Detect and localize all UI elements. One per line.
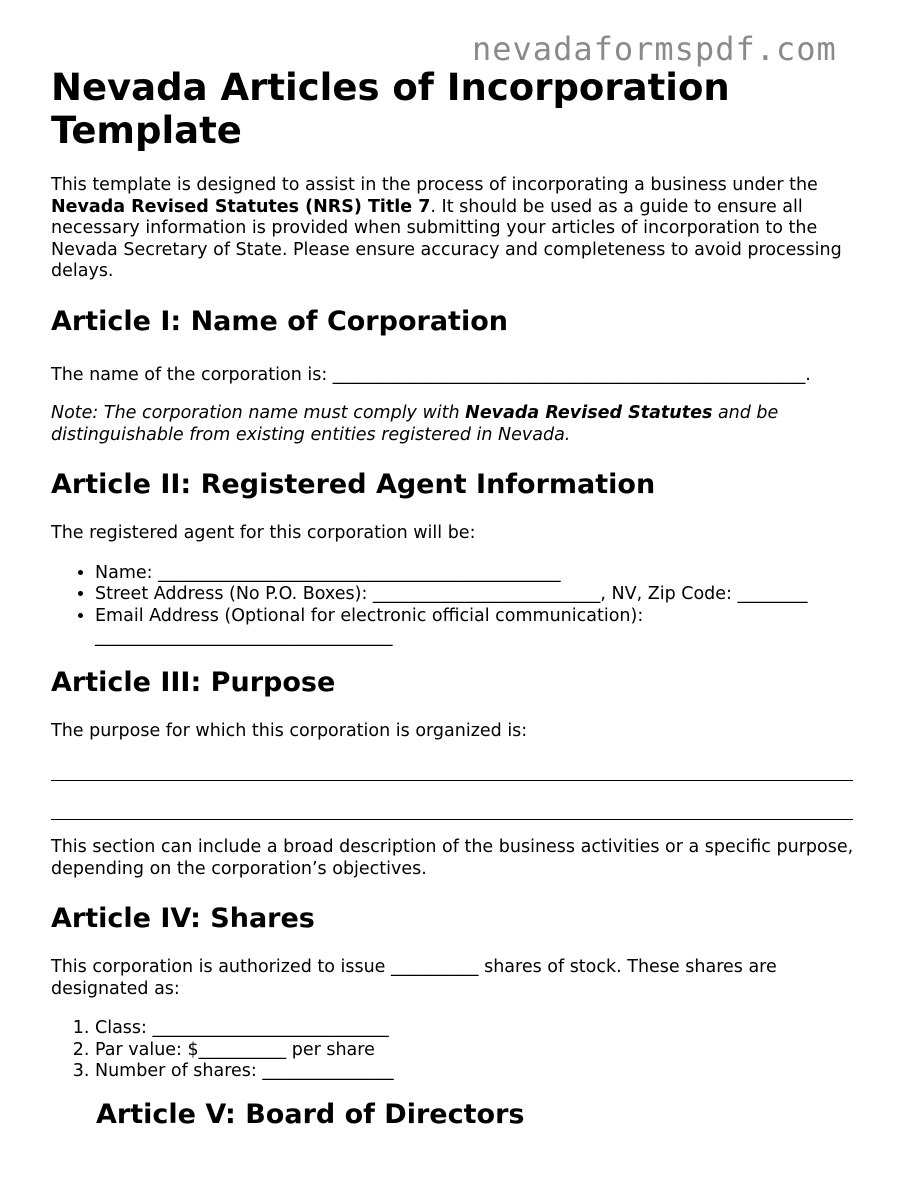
list-item: • Name: ______________________________________________ — [95, 563, 871, 585]
shares-intro: This corporation is authorized to issue __________ shares of stock. These shares are designated as: — [51, 957, 777, 999]
name-note — [51, 403, 871, 446]
article4-heading: Article IV: Shares — [51, 903, 315, 934]
intro-text-1: This template is designed to assist in the process of incorporating a business under the — [51, 175, 818, 195]
purpose-blank-line — [51, 758, 853, 781]
agent-intro: The registered agent for this corporation will be: — [51, 523, 476, 543]
agent-list — [51, 563, 871, 649]
watermark: nevadaformspdf.com — [472, 30, 837, 68]
intro-bold: Nevada Revised Statutes (NRS) Title 7 — [51, 196, 431, 217]
list-item: • Street Address (No P.O. Boxes): __________________________, NV, Zip Code: ________ — [95, 584, 871, 606]
note-text-2: and be distinguishable from existing entities registered in Nevada. — [51, 403, 779, 445]
list-item: • Email Address (Optional for electronic official communication): __________________________________ — [95, 606, 871, 649]
note-text-1: Note: The corporation name must comply with — [51, 403, 466, 423]
purpose-blank-line — [51, 797, 853, 820]
intro-paragraph — [51, 175, 871, 283]
article3-heading: Article III: Purpose — [51, 666, 336, 698]
article2-heading: Article II: Registered Agent Information — [51, 469, 656, 500]
document-body — [51, 66, 871, 1131]
document-title: Nevada Articles of Incorporation Template — [51, 66, 730, 152]
note-bold: Nevada Revised Statutes — [465, 403, 713, 423]
intro-text-2: . It should be used as a guide to ensure all necessary information is provided when submitting your articles of incorporation to the Nevada Secretary of State. Please ensure accuracy and completeness to avoid processing delays. — [51, 196, 842, 281]
article1-heading: Article I: Name of Corporation — [51, 305, 508, 337]
purpose-intro: The purpose for which this corporation is organized is: — [51, 720, 528, 741]
purpose-description: This section can include a broad description of the business activities or a specific purpose, depending on the corporation’s objectives. — [51, 837, 854, 879]
list-item: 3. Number of shares: _______________ — [95, 1061, 871, 1083]
article5-heading: Article V: Board of Directors — [96, 1098, 525, 1130]
shares-list — [51, 1018, 871, 1083]
list-item: 1. Class: ___________________________ — [95, 1018, 871, 1040]
list-item: 2. Par value: $__________ per share — [95, 1040, 871, 1062]
corporation-name-line: The name of the corporation is: ______________________________________________________. — [51, 364, 811, 385]
